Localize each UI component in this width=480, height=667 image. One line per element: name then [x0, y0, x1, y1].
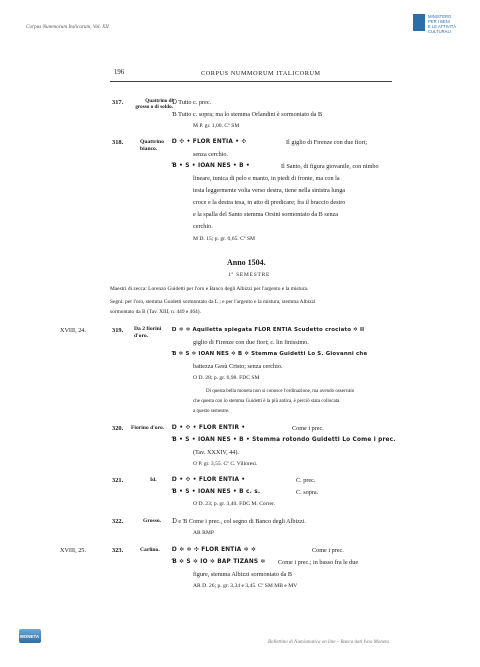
- entry-320-number: 320.: [112, 425, 124, 432]
- entry-321-obverse-legend: Ɒ • ✣ • FLOR ENTIA •: [172, 477, 246, 483]
- entry-323-name: Carlino.: [140, 547, 160, 553]
- entry-318-obverse-desc: Il giglio di Firenze con due fiori;: [286, 139, 368, 146]
- entry-321-obverse-desc: C. prec.: [296, 477, 316, 484]
- entry-318-reference: M D. 15; p. gr. 0,65. Cº SM: [193, 236, 256, 242]
- entry-318-reverse-line: cerchio.: [193, 223, 213, 230]
- entry-319-name: Da 2 fiorini d'oro.: [134, 326, 162, 339]
- entry-323-obverse-legend: Ɒ ✲ ✲ ✣ FLOR ENTIA ✲ ✲: [172, 547, 257, 553]
- footer-credit: Bollettino di Numismatica on line – Banca dati Ivoo Moneta: [268, 640, 389, 645]
- entry-323-reverse-cont: figure, stemma Albizzi sormontato da B: [193, 571, 292, 578]
- entry-318-number: 318.: [112, 139, 124, 146]
- entry-322-number: 322.: [112, 518, 124, 525]
- entry-318-name: Quattrino bianco.: [140, 139, 164, 152]
- entry-320-name: Fiorino d'oro.: [131, 425, 165, 431]
- section-title: Anno 1504.: [227, 258, 266, 267]
- entry-321-number: 321.: [112, 477, 124, 484]
- entry-323-plate-ref: XVIII, 25.: [60, 547, 86, 554]
- entry-317-number: 317.: [112, 99, 124, 106]
- entry-323-obverse-desc: Come i prec.: [312, 547, 344, 554]
- entry-318-obverse-legend: Ɒ ✣ • FLOR ENTIA • ✣: [172, 139, 247, 145]
- journal-header: Corpus Nummorum Italicorum, Vol. XII: [26, 24, 109, 30]
- entry-322-reference: AR RMP: [193, 530, 214, 536]
- entry-323-number: 323.: [112, 547, 124, 554]
- moneta-logo-text: MONETA: [20, 634, 40, 639]
- entry-320-reference: O P. gr. 3,55. Cº C. Villoresi.: [193, 461, 258, 467]
- ministry-logo-icon: [413, 14, 425, 31]
- entry-318-reverse-line: testa leggermente volta verso destra, tiene nella sinistra lunga: [193, 187, 346, 194]
- entry-323-reverse-desc: Come i prec.; in basso fra le due: [278, 559, 359, 566]
- running-title: CORPUS NUMMORUM ITALICORUM: [201, 70, 321, 77]
- entry-322-both-sides: Ɒ e Ɓ Come i prec., col segno di Banco degli Albizzi.: [172, 518, 306, 525]
- entry-318-reverse-desc: Il Santo, di figura giovanile, con nimbo: [281, 163, 379, 170]
- entry-323-reference: AR D. 26; p. gr. 3,34 e 3,45. Cº SM MB e MV: [193, 583, 298, 589]
- entry-319-note-line: a questo semestre.: [193, 409, 230, 414]
- entry-319-note-line: che questa con lo stemma Guidetti è la più antica, è perciò stata collocata: [193, 399, 340, 404]
- entry-321-name: Id.: [150, 477, 157, 483]
- header-rule: [110, 81, 392, 82]
- entry-322-name: Grosso.: [143, 518, 162, 524]
- entry-317-reference: M P. gr. 1,00. Cº SM: [193, 123, 240, 129]
- entry-319-obverse-legend: Ɒ ✲ ✲ Aquiletta spiegata FLOR ENTIA Scudetto crociato ✲ Il: [172, 327, 365, 333]
- entry-320-obverse-desc: Come i prec.: [292, 425, 324, 432]
- entry-319-reference: O D. 28; p. gr. 6,98. FDC SM: [193, 375, 260, 381]
- entry-320-reverse-cont: (Tav. XXXIV, 44).: [193, 449, 239, 456]
- entry-319-note-line: Di questa bella moneta non si conosce l'ordinazione, ma avendo osservato: [206, 389, 355, 394]
- entry-318-reverse-line: lineare, tunica di pelo e manto, in piedi di fronte, ma con la: [193, 175, 340, 182]
- entry-318-reverse-legend: Ɓ • S • IOAN NES • B •: [172, 163, 250, 169]
- entry-319-obverse-cont: giglio di Firenze con due fiori; c. lin finissimo.: [193, 339, 309, 346]
- section-subtitle: 1º SEMESTRE: [228, 272, 271, 278]
- entry-320-reverse-legend: Ɓ • S • IOAN NES • B • Stemma rotondo Guidetti Lo Come i prec.: [172, 437, 396, 443]
- entry-318-reverse-line: croce e la destra tesa, in atto di predicare; fra il braccio destro: [193, 199, 346, 206]
- entry-317-line-2: Ɓ Tutto c. sopra; ma lo stemma Orlandini è sormontato da B: [172, 111, 323, 118]
- entry-319-plate-ref: XVIII, 24.: [60, 327, 86, 334]
- entry-319-reverse-cont: battezza Gesù Cristo; senza cerchio.: [193, 363, 283, 370]
- ministry-logo-text: MINISTERO PER I BENI E LE ATTIVITÀ CULTURALI: [428, 14, 457, 34]
- entry-321-reverse-desc: C. sopra.: [296, 489, 319, 496]
- entry-321-reverse-legend: Ɓ • S • IOAN NES • B c. s.: [172, 489, 261, 495]
- entry-321-reference: O D. 23; p. gr. 3,40. FDC M. Correr.: [193, 501, 275, 507]
- section-masters: Maestri di zecca: Lorenzo Guidetti per l'oro e Banco degli Albizzi per l'argento e la mistura.: [110, 286, 309, 292]
- section-signs-line: Segni: per l'oro, stemma Guidetti sormontato da L ; e per l'argento e la mistura, stemma Albizzi: [110, 299, 316, 305]
- entry-319-reverse-legend: Ɓ ✲ S ✲ IOAN NES ✲ B ✲ Stemma Guidetti Lo S. Giovanni che: [172, 351, 368, 357]
- entry-319-number: 319.: [112, 327, 124, 334]
- entry-320-obverse-legend: Ɒ • ✣ • FLOR ENTIR •: [172, 425, 246, 431]
- section-signs-line: sormontato da B (Tav. XIII, n. 449 e 464).: [110, 309, 201, 315]
- page-number: 196: [114, 69, 125, 76]
- entry-317-name: Quattrino di grosso o di soldo.: [135, 98, 173, 111]
- entry-318-obverse-cont: senza cerchio.: [193, 151, 229, 158]
- entry-323-reverse-legend: Ɓ ✲ S ✲ IO ✲ BAP TIZANS ✲: [172, 559, 266, 565]
- entry-317-line-1: Ɒ Tutto c. prec.: [172, 99, 212, 106]
- entry-318-reverse-line: e la spalla del Santo stemma Orsini sormontato da B senza: [193, 211, 339, 218]
